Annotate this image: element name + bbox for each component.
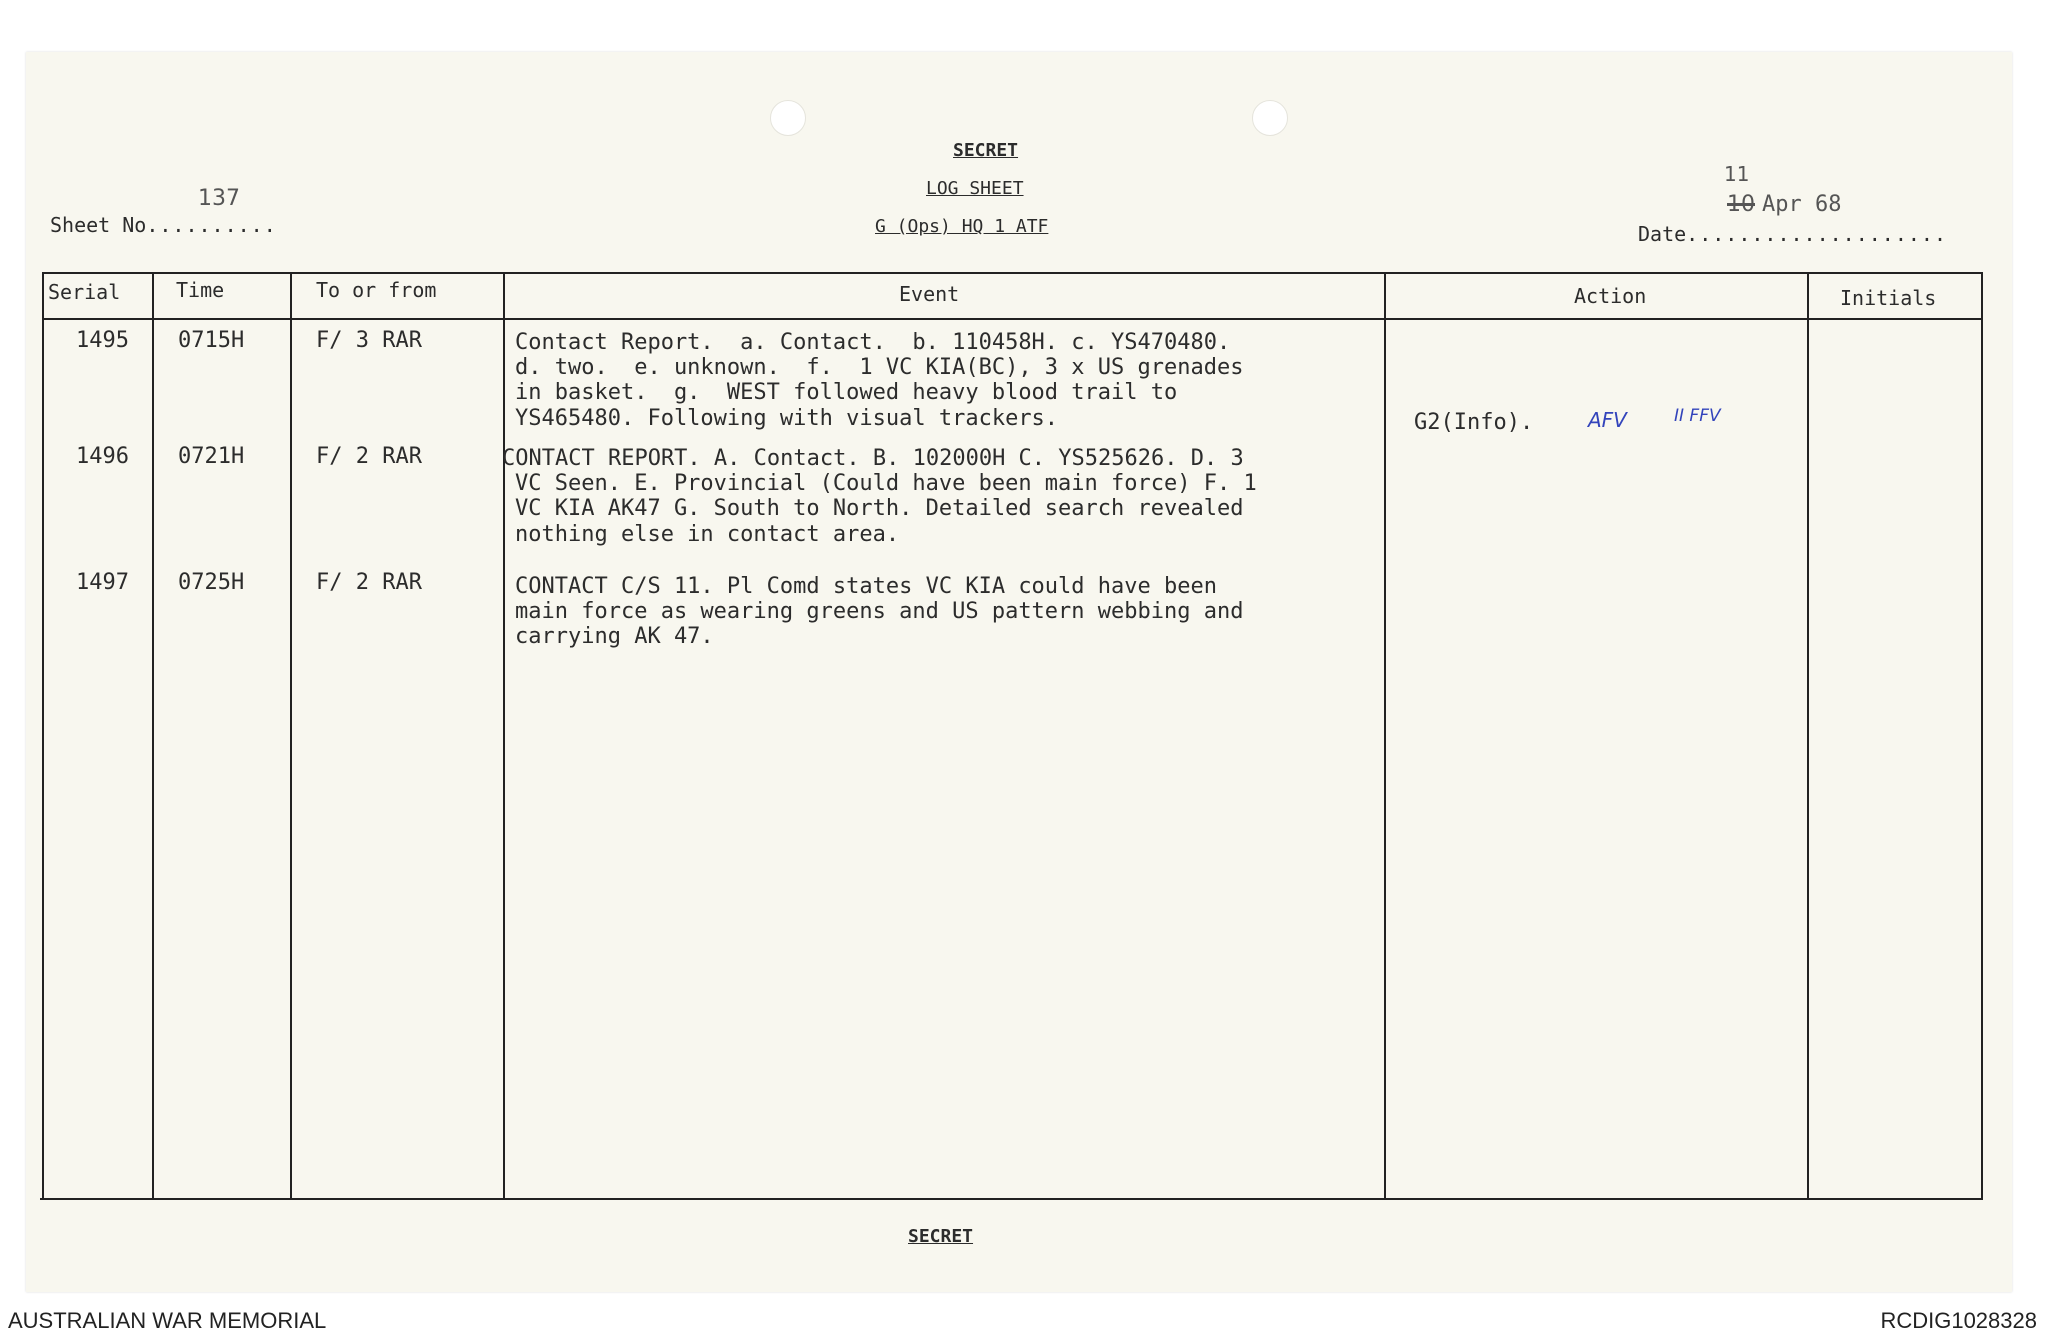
- time-cell: 0721H: [178, 444, 245, 469]
- header-event: Event: [899, 282, 960, 306]
- classification-bottom: SECRET: [908, 1226, 974, 1247]
- footer-archive-name: AUSTRALIAN WAR MEMORIAL: [8, 1308, 327, 1333]
- event-line: main force as wearing greens and US pattern webbing and: [515, 599, 1244, 624]
- header-to-or-from: To or from: [316, 278, 437, 302]
- event-line: CONTACT REPORT. A. Contact. B. 102000H C. YS525626. D. 3: [502, 446, 1244, 471]
- header-serial: Serial: [48, 280, 121, 304]
- date-month-year: Apr 68: [1762, 192, 1842, 217]
- table-top-border: [42, 272, 1983, 274]
- col-divider-time-tofrom: [290, 272, 292, 1200]
- table-left-border: [42, 272, 44, 1200]
- sheet-number-label: Sheet No ..........: [50, 213, 277, 237]
- serial-cell: 1497: [76, 570, 129, 595]
- date-corrected-day: 11: [1724, 162, 1750, 186]
- event-line: nothing else in contact area.: [515, 522, 900, 547]
- event-line: YS465480. Following with visual trackers.: [515, 406, 1059, 431]
- sheet-number-value: 137: [198, 186, 240, 211]
- unit-title: G (Ops) HQ 1 ATF: [875, 216, 1049, 237]
- event-line: d. two. e. unknown. f. 1 VC KIA(BC), 3 x US grenades: [515, 355, 1244, 380]
- time-cell: 0725H: [178, 570, 245, 595]
- to-from-cell: F/ 2 RAR: [316, 570, 422, 595]
- table-bottom-border: [40, 1198, 1983, 1200]
- serial-cell: 1496: [76, 444, 129, 469]
- classification-top: SECRET: [953, 140, 1019, 161]
- col-divider-event-action: [1384, 272, 1386, 1200]
- header-time: Time: [176, 278, 225, 302]
- col-divider-action-initials: [1807, 272, 1809, 1200]
- serial-cell: 1495: [76, 328, 129, 353]
- date-label: Date ....................: [1638, 222, 1947, 246]
- col-divider-serial-time: [152, 272, 154, 1200]
- document-title: LOG SHEET: [926, 178, 1024, 199]
- event-line: CONTACT C/S 11. Pl Comd states VC KIA could have been: [515, 574, 1217, 599]
- time-cell: 0715H: [178, 328, 245, 353]
- to-from-cell: F/ 3 RAR: [316, 328, 422, 353]
- action-handwritten-afv: AFV: [1588, 408, 1627, 432]
- header-action: Action: [1574, 284, 1647, 308]
- footer-record-id: RCDIG1028328: [1880, 1308, 2037, 1333]
- table-header-divider: [42, 318, 1983, 320]
- date-struck-day: 10: [1727, 192, 1755, 217]
- header-initials: Initials: [1840, 286, 1937, 310]
- event-line: VC Seen. E. Provincial (Could have been main force) F. 1: [515, 471, 1257, 496]
- event-line: carrying AK 47.: [515, 624, 714, 649]
- action-handwritten-ii-ffv: II FFV: [1674, 406, 1721, 426]
- event-line: in basket. g. WEST followed heavy blood trail to: [515, 380, 1178, 405]
- col-divider-tofrom-event: [503, 272, 505, 1200]
- to-from-cell: F/ 2 RAR: [316, 444, 422, 469]
- punch-hole-left: [770, 100, 806, 136]
- event-line: Contact Report. a. Contact. b. 110458H. c. YS470480.: [515, 330, 1231, 355]
- event-line: VC KIA AK47 G. South to North. Detailed search revealed: [515, 496, 1244, 521]
- action-cell: G2(Info).: [1414, 410, 1534, 435]
- table-right-border: [1981, 272, 1983, 1200]
- punch-hole-right: [1252, 100, 1288, 136]
